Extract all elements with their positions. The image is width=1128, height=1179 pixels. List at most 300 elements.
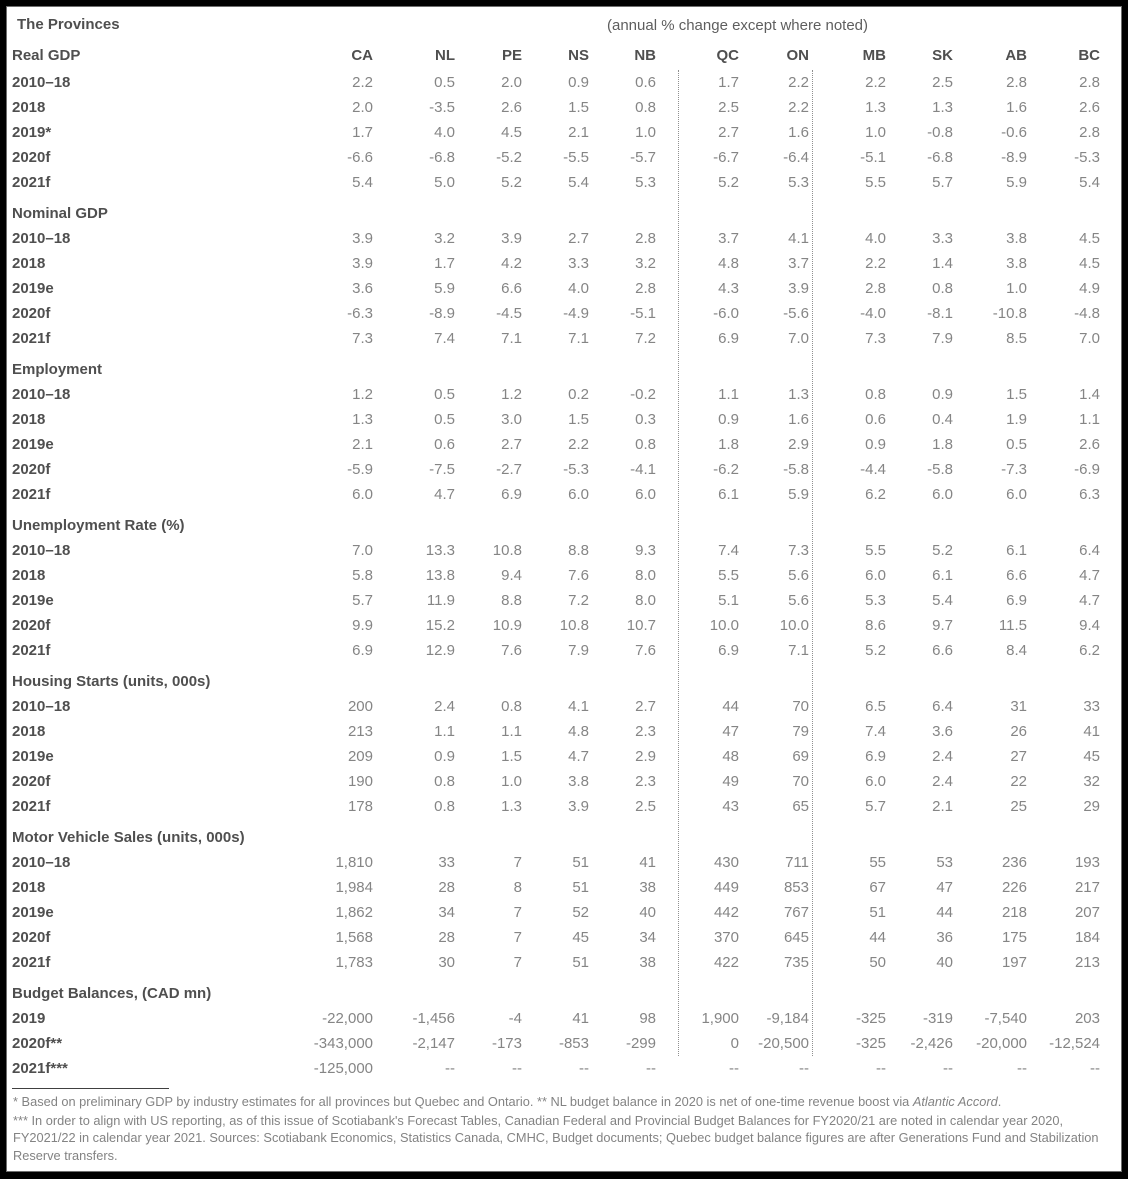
table-row — [12, 70, 1100, 95]
value-cell: 2.1 — [352, 436, 373, 453]
value-cell: 51 — [869, 904, 886, 921]
value-cell: 4.7 — [568, 748, 589, 765]
value-cell: 1,862 — [335, 904, 373, 921]
table-row — [12, 457, 1100, 482]
value-cell: 15.2 — [425, 617, 455, 634]
table-row — [12, 170, 1100, 195]
column-header: AB — [1005, 46, 1027, 64]
value-cell: 9.7 — [932, 617, 953, 634]
value-cell: 4.9 — [1079, 280, 1100, 297]
value-cell: 7.3 — [788, 542, 809, 559]
value-cell: 1.8 — [718, 436, 739, 453]
empty-cell — [455, 507, 522, 538]
value-cell: 645 — [783, 929, 809, 946]
value-cell: 98 — [639, 1010, 656, 1027]
table-row — [12, 482, 1100, 507]
value-cell: 6.0 — [568, 486, 589, 503]
value-cell: 26 — [1010, 723, 1027, 740]
value-cell: -125,000 — [313, 1060, 373, 1077]
value-cell: 11.9 — [426, 592, 455, 609]
provinces-table — [12, 40, 1100, 1081]
value-cell: 1.1 — [718, 386, 739, 403]
value-cell: 25 — [1010, 798, 1027, 815]
row-label: 2021f — [12, 642, 51, 659]
row-label: 2010–18 — [12, 542, 71, 559]
value-cell: 8.8 — [501, 592, 522, 609]
table-title-row — [12, 9, 1104, 40]
value-cell: 0.2 — [568, 386, 589, 403]
column-header: CA — [351, 46, 373, 64]
value-cell: 10.9 — [492, 617, 522, 634]
value-cell: 5.9 — [1006, 174, 1027, 191]
value-cell: 200 — [347, 698, 373, 715]
value-cell: 0.8 — [635, 436, 656, 453]
value-cell: 5.5 — [865, 174, 886, 191]
value-cell: 70 — [792, 773, 809, 790]
value-cell: 34 — [639, 929, 656, 946]
value-cell: -- — [512, 1060, 522, 1077]
value-cell: 370 — [713, 929, 739, 946]
value-cell: 7 — [513, 954, 522, 971]
value-cell: 4.7 — [1079, 592, 1100, 609]
value-cell: -6.8 — [927, 149, 953, 166]
value-cell: 7.1 — [501, 330, 522, 347]
empty-cell — [953, 819, 1027, 850]
empty-cell — [953, 507, 1027, 538]
value-cell: 9.4 — [1079, 617, 1100, 634]
section-heading: Motor Vehicle Sales (units, 000s) — [12, 829, 245, 846]
empty-cell — [809, 975, 886, 1006]
table-row — [12, 794, 1100, 819]
value-cell: 4.2 — [501, 255, 522, 272]
value-cell: 1.3 — [865, 99, 886, 116]
value-cell: -5.3 — [563, 461, 589, 478]
value-cell: 67 — [869, 879, 886, 896]
value-cell: -4.9 — [563, 305, 589, 322]
value-cell: -5.5 — [563, 149, 589, 166]
column-header: ON — [786, 46, 809, 64]
value-cell: 31 — [1010, 698, 1027, 715]
value-cell: 1.4 — [932, 255, 953, 272]
value-cell: 47 — [936, 879, 953, 896]
value-cell: 41 — [572, 1010, 589, 1027]
value-cell: 7.3 — [865, 330, 886, 347]
value-cell: -6.6 — [347, 149, 373, 166]
empty-cell — [373, 507, 455, 538]
value-cell: 1.2 — [501, 386, 522, 403]
value-cell: -6.0 — [713, 305, 739, 322]
table-row — [12, 1056, 1100, 1081]
value-cell: 7.3 — [352, 330, 373, 347]
table-row — [12, 432, 1100, 457]
value-cell: 0.5 — [434, 386, 455, 403]
table-row — [12, 251, 1100, 276]
value-cell: 12.9 — [425, 642, 455, 659]
value-cell: 5.5 — [865, 542, 886, 559]
value-cell: -- — [1017, 1060, 1027, 1077]
value-cell: 4.5 — [501, 124, 522, 141]
value-cell: 0.9 — [932, 386, 953, 403]
column-header: NB — [634, 46, 656, 64]
value-cell: -325 — [855, 1010, 886, 1027]
value-cell: 6.1 — [932, 567, 953, 584]
empty-cell — [886, 195, 953, 226]
value-cell: 44 — [722, 698, 739, 715]
empty-cell — [307, 975, 373, 1006]
value-cell: 7 — [513, 904, 522, 921]
footnote-1-italic: Atlantic Accord — [912, 1094, 998, 1109]
value-cell: 70 — [792, 698, 809, 715]
row-label: 2018 — [12, 879, 46, 896]
empty-cell — [739, 975, 809, 1006]
value-cell: 36 — [936, 929, 953, 946]
row-label: 2020f** — [12, 1035, 63, 1052]
value-cell: -853 — [558, 1035, 589, 1052]
row-label: 2019e — [12, 592, 54, 609]
value-cell: 55 — [869, 854, 886, 871]
value-cell: 6.9 — [352, 642, 373, 659]
empty-cell — [656, 975, 739, 1006]
value-cell: 4.7 — [1079, 567, 1100, 584]
value-cell: -7.3 — [1001, 461, 1027, 478]
empty-cell — [373, 975, 455, 1006]
value-cell: 207 — [1074, 904, 1100, 921]
table-row — [12, 694, 1100, 719]
value-cell: 1.5 — [568, 411, 589, 428]
empty-cell — [307, 819, 373, 850]
value-cell: 1.0 — [1006, 280, 1027, 297]
value-cell: 6.4 — [932, 698, 953, 715]
forecast-table-sheet — [6, 6, 1122, 1172]
value-cell: 6.0 — [352, 486, 373, 503]
value-cell: 28 — [438, 879, 455, 896]
value-cell: 2.9 — [788, 436, 809, 453]
value-cell: 4.0 — [434, 124, 455, 141]
value-cell: 3.2 — [635, 255, 656, 272]
value-cell: 1.6 — [1006, 99, 1027, 116]
value-cell: 1.6 — [788, 411, 809, 428]
value-cell: 3.2 — [434, 230, 455, 247]
value-cell: -7.5 — [429, 461, 455, 478]
value-cell: 40 — [639, 904, 656, 921]
value-cell: 7.1 — [568, 330, 589, 347]
row-label: 2019* — [12, 124, 52, 141]
value-cell: 38 — [639, 954, 656, 971]
row-label: 2021f — [12, 330, 51, 347]
empty-cell — [739, 351, 809, 382]
value-cell: 0.8 — [501, 698, 522, 715]
value-cell: 4.3 — [718, 280, 739, 297]
value-cell: 49 — [722, 773, 739, 790]
value-cell: 3.6 — [932, 723, 953, 740]
value-cell: -- — [1090, 1060, 1100, 1077]
footnote-divider — [12, 1088, 169, 1089]
value-cell: 5.4 — [932, 592, 953, 609]
table-row — [12, 769, 1100, 794]
value-cell: 0.8 — [434, 798, 455, 815]
value-cell: 2.8 — [635, 280, 656, 297]
value-cell: 197 — [1001, 954, 1027, 971]
value-cell: 6.3 — [1079, 486, 1100, 503]
value-cell: 711 — [785, 854, 809, 871]
value-cell: 51 — [572, 879, 589, 896]
value-cell: 3.9 — [501, 230, 522, 247]
value-cell: -12,524 — [1049, 1035, 1100, 1052]
value-cell: -2.7 — [496, 461, 522, 478]
value-cell: 4.0 — [568, 280, 589, 297]
value-cell: -3.5 — [429, 99, 455, 116]
empty-cell — [739, 507, 809, 538]
value-cell: 2.3 — [635, 723, 656, 740]
table-row — [12, 563, 1100, 588]
value-cell: -20,000 — [976, 1035, 1027, 1052]
table-row — [12, 226, 1100, 251]
value-cell: 1,783 — [335, 954, 373, 971]
value-cell: 422 — [713, 954, 739, 971]
value-cell: 5.4 — [352, 174, 373, 191]
value-cell: -- — [876, 1060, 886, 1077]
value-cell: 2.0 — [501, 74, 522, 91]
value-cell: 1.2 — [352, 386, 373, 403]
table-row — [12, 407, 1100, 432]
column-header: NS — [568, 46, 589, 64]
table-row — [12, 95, 1100, 120]
empty-cell — [522, 663, 589, 694]
value-cell: -0.2 — [630, 386, 656, 403]
value-cell: 2.1 — [568, 124, 589, 141]
value-cell: 5.3 — [865, 592, 886, 609]
row-label: 2021f — [12, 174, 51, 191]
row-label: 2010–18 — [12, 230, 71, 247]
value-cell: 1.6 — [788, 124, 809, 141]
row-label: 2020f — [12, 149, 51, 166]
value-cell: 7.0 — [1079, 330, 1100, 347]
value-cell: -5.8 — [927, 461, 953, 478]
value-cell: 5.0 — [434, 174, 455, 191]
value-cell: 6.4 — [1079, 542, 1100, 559]
value-cell: -2,426 — [910, 1035, 953, 1052]
empty-cell — [589, 819, 656, 850]
value-cell: 41 — [1083, 723, 1100, 740]
value-cell: 5.1 — [718, 592, 739, 609]
value-cell: -0.6 — [1001, 124, 1027, 141]
value-cell: 2.6 — [1079, 436, 1100, 453]
row-label: 2019e — [12, 904, 54, 921]
value-cell: 8.0 — [635, 567, 656, 584]
value-cell: 1.3 — [352, 411, 373, 428]
value-cell: 65 — [792, 798, 809, 815]
empty-cell — [809, 507, 886, 538]
value-cell: 38 — [639, 879, 656, 896]
value-cell: 430 — [713, 854, 739, 871]
provinces-table-body — [12, 70, 1100, 1081]
empty-cell — [589, 351, 656, 382]
value-cell: 79 — [792, 723, 809, 740]
value-cell: 0.3 — [635, 411, 656, 428]
value-cell: 0.5 — [434, 74, 455, 91]
value-cell: 7.4 — [718, 542, 739, 559]
value-cell: 3.3 — [568, 255, 589, 272]
value-cell: 27 — [1010, 748, 1027, 765]
value-cell: 2.8 — [865, 280, 886, 297]
empty-cell — [373, 819, 455, 850]
value-cell: 9.4 — [501, 567, 522, 584]
value-cell: 33 — [438, 854, 455, 871]
empty-cell — [886, 351, 953, 382]
empty-cell — [307, 663, 373, 694]
value-cell: 7.6 — [501, 642, 522, 659]
footnotes — [12, 1093, 1104, 1164]
value-cell: 41 — [639, 854, 656, 871]
empty-cell — [656, 195, 739, 226]
value-cell: 3.8 — [568, 773, 589, 790]
empty-cell — [953, 195, 1027, 226]
section-heading: Employment — [12, 361, 103, 378]
value-cell: 4.1 — [788, 230, 809, 247]
value-cell: 2.5 — [932, 74, 953, 91]
empty-cell — [886, 663, 953, 694]
value-cell: 1.7 — [718, 74, 739, 91]
value-cell: 5.6 — [788, 592, 809, 609]
value-cell: 1,900 — [701, 1010, 739, 1027]
value-cell: 1,810 — [335, 854, 373, 871]
table-row — [12, 538, 1100, 563]
value-cell: -5.6 — [783, 305, 809, 322]
value-cell: 5.4 — [568, 174, 589, 191]
value-cell: 0.8 — [635, 99, 656, 116]
value-cell: -4.4 — [860, 461, 886, 478]
value-cell: 226 — [1001, 879, 1027, 896]
value-cell: 4.7 — [434, 486, 455, 503]
value-cell: 7 — [513, 854, 522, 871]
table-row — [12, 744, 1100, 769]
row-label: 2020f — [12, 305, 51, 322]
value-cell: 2.7 — [718, 124, 739, 141]
table-row — [12, 301, 1100, 326]
value-cell: 2.8 — [1079, 124, 1100, 141]
value-cell: 6.0 — [865, 773, 886, 790]
value-cell: 5.5 — [718, 567, 739, 584]
value-cell: 1.5 — [1006, 386, 1027, 403]
value-cell: 203 — [1074, 1010, 1100, 1027]
value-cell: 1.0 — [635, 124, 656, 141]
value-cell: 6.6 — [501, 280, 522, 297]
value-cell: 2.7 — [635, 698, 656, 715]
table-row — [12, 638, 1100, 663]
value-cell: -319 — [922, 1010, 953, 1027]
table-row — [12, 120, 1100, 145]
column-header: MB — [862, 46, 886, 64]
value-cell: 5.9 — [434, 280, 455, 297]
column-separator-quebec-ontario — [678, 70, 679, 1056]
value-cell: -5.7 — [630, 149, 656, 166]
row-label: 2019 — [12, 1010, 46, 1027]
value-cell: 52 — [572, 904, 589, 921]
empty-cell — [589, 663, 656, 694]
value-cell: 7.0 — [788, 330, 809, 347]
value-cell: 5.7 — [352, 592, 373, 609]
value-cell: 6.1 — [718, 486, 739, 503]
value-cell: 8.4 — [1006, 642, 1027, 659]
value-cell: 1.8 — [932, 436, 953, 453]
value-cell: 6.2 — [865, 486, 886, 503]
value-cell: 47 — [722, 723, 739, 740]
value-cell: 0.6 — [865, 411, 886, 428]
value-cell: 5.7 — [932, 174, 953, 191]
value-cell: 1.1 — [1079, 411, 1100, 428]
value-cell: 5.4 — [1079, 174, 1100, 191]
value-cell: 6.9 — [718, 642, 739, 659]
empty-cell — [886, 975, 953, 1006]
row-label: 2021f — [12, 954, 51, 971]
value-cell: -10.8 — [992, 305, 1027, 322]
empty-cell — [373, 351, 455, 382]
value-cell: 7.9 — [568, 642, 589, 659]
empty-cell — [809, 819, 886, 850]
value-cell: 1,568 — [335, 929, 373, 946]
value-cell: -- — [445, 1060, 455, 1077]
value-cell: 51 — [572, 854, 589, 871]
value-cell: 4.5 — [1079, 255, 1100, 272]
value-cell: 6.0 — [635, 486, 656, 503]
table-row — [12, 382, 1100, 407]
value-cell: 5.2 — [501, 174, 522, 191]
value-cell: 2.2 — [865, 255, 886, 272]
table-row — [12, 1006, 1100, 1031]
value-cell: 6.1 — [1006, 542, 1027, 559]
value-cell: 0.6 — [635, 74, 656, 91]
empty-cell — [656, 507, 739, 538]
empty-cell — [656, 819, 739, 850]
section-heading: Housing Starts (units, 000s) — [12, 673, 211, 690]
value-cell: -6.8 — [429, 149, 455, 166]
value-cell: -20,500 — [758, 1035, 809, 1052]
value-cell: 2.1 — [932, 798, 953, 815]
value-cell: 2.7 — [501, 436, 522, 453]
value-cell: 0 — [730, 1035, 739, 1052]
empty-cell — [953, 663, 1027, 694]
empty-cell — [739, 819, 809, 850]
value-cell: 5.3 — [635, 174, 656, 191]
table-row — [12, 588, 1100, 613]
section-heading: Budget Balances, (CAD mn) — [12, 985, 212, 1002]
empty-cell — [656, 351, 739, 382]
empty-cell — [809, 351, 886, 382]
value-cell: 7.2 — [568, 592, 589, 609]
value-cell: 48 — [722, 748, 739, 765]
value-cell: 1.1 — [434, 723, 455, 740]
value-cell: 5.6 — [788, 567, 809, 584]
value-cell: 44 — [936, 904, 953, 921]
empty-cell — [455, 975, 522, 1006]
value-cell: 6.9 — [718, 330, 739, 347]
empty-cell — [1027, 351, 1100, 382]
table-row — [12, 613, 1100, 638]
empty-cell — [809, 195, 886, 226]
row-label: 2021f — [12, 798, 51, 815]
value-cell: 3.7 — [788, 255, 809, 272]
table-row — [12, 950, 1100, 975]
table-units-note: (annual % change except where noted) — [607, 17, 869, 34]
row-label: 2018 — [12, 567, 46, 584]
empty-cell — [953, 351, 1027, 382]
value-cell: 1.1 — [501, 723, 522, 740]
value-cell: -- — [646, 1060, 656, 1077]
value-cell: 7.6 — [568, 567, 589, 584]
value-cell: 449 — [713, 879, 739, 896]
value-cell: 7.1 — [788, 642, 809, 659]
empty-cell — [373, 195, 455, 226]
